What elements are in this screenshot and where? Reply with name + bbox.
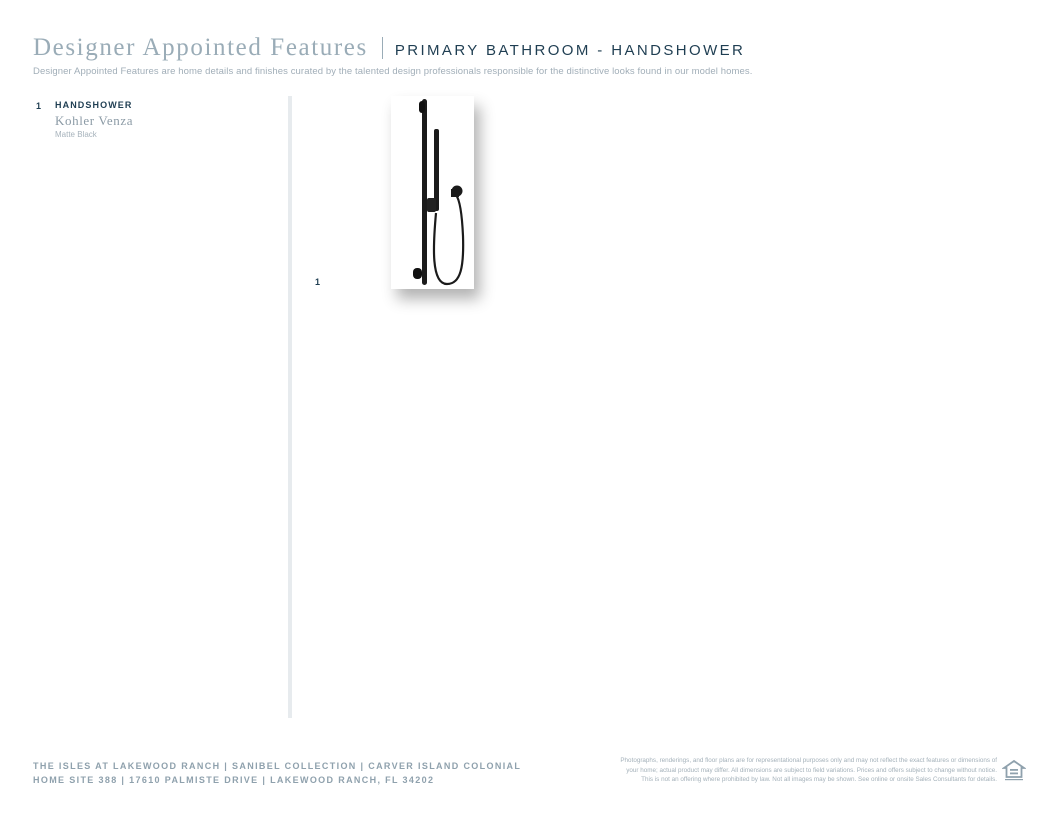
equal-housing-opportunity-icon	[1002, 758, 1026, 782]
footer-disclaimer	[527, 756, 997, 785]
feature-list	[36, 100, 276, 139]
handshower-slide-bar-icon	[391, 96, 474, 289]
disclaimer-line-2: your home; actual product may differ. All dimensions are subject to field variations. Prices and offers subject to change without notice.	[626, 766, 997, 774]
feature-brand: Kohler Venza	[55, 113, 134, 128]
section-title: PRIMARY BATHROOM - HANDSHOWER	[394, 42, 746, 59]
footer-community-line: THE ISLES AT LAKEWOOD RANCH | SANIBEL COLLECTION | CARVER ISLAND COLONIAL	[33, 761, 522, 771]
feature-finish: Matte Black	[55, 130, 97, 139]
page-title: Designer Appointed Features	[33, 34, 368, 61]
title-row	[33, 34, 1025, 62]
feature-number: 1	[36, 101, 42, 111]
image-callout-number: 1	[315, 277, 321, 287]
disclaimer-line-1: Photographs, renderings, and floor plans are for representational purposes only and may not reflect the exact features or dimensions of	[620, 757, 997, 764]
disclaimer-line-3: This is not an offering where prohibited by law. Not all images may be shown. See online or onsite Sales Consultants for details.	[641, 776, 997, 783]
column-divider	[288, 96, 292, 718]
product-image	[391, 96, 474, 289]
feature-item	[36, 100, 276, 139]
feature-name: HANDSHOWER	[55, 100, 133, 110]
page-subtitle: Designer Appointed Features are home details and finishes curated by the talented design professionals responsible for the distinctive looks found in our model homes.	[33, 66, 753, 77]
title-separator	[382, 37, 383, 59]
header	[33, 34, 1025, 77]
feature-details	[55, 100, 276, 139]
footer-homesite-line: HOME SITE 388 | 17610 PALMISTE DRIVE | LAKEWOOD RANCH, FL 34202	[33, 775, 435, 785]
footer-address	[33, 759, 521, 787]
